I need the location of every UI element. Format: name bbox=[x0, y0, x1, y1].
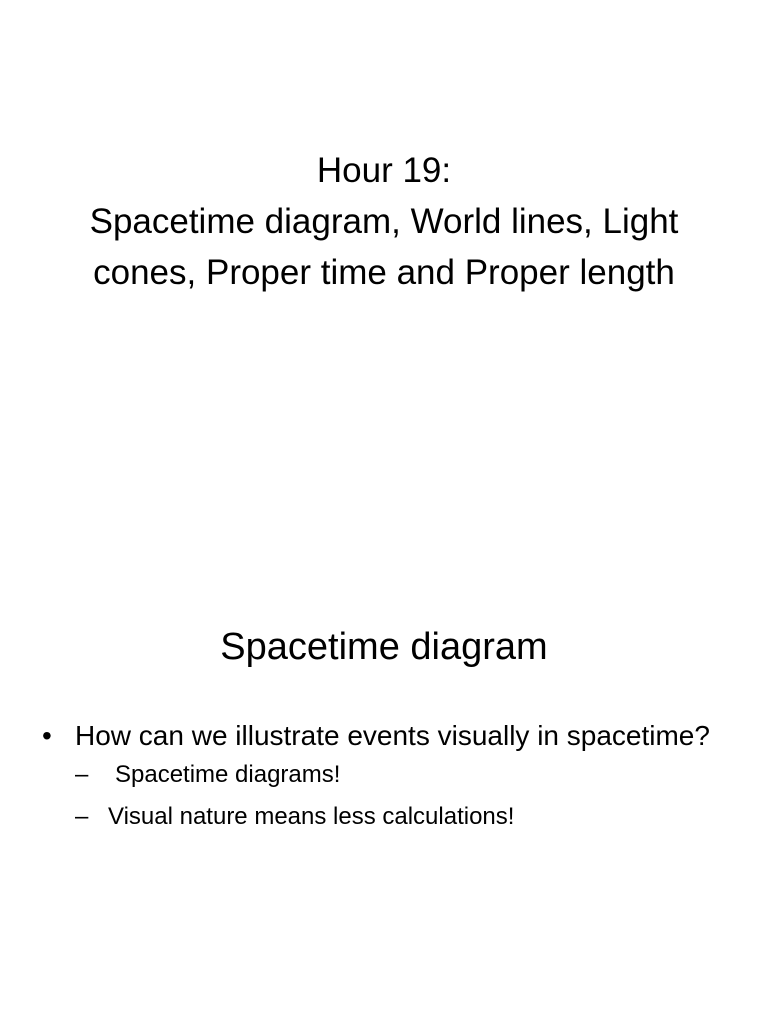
sub-bullet-text: Spacetime diagrams! bbox=[115, 761, 341, 788]
title-line: cones, Proper time and Proper length bbox=[93, 253, 675, 292]
sub-bullet-marker: – bbox=[75, 803, 89, 830]
bullet-item bbox=[42, 717, 742, 833]
title-line: Spacetime diagram, World lines, Light bbox=[89, 202, 679, 241]
bullet-marker: • bbox=[42, 720, 52, 751]
sub-bullet-list bbox=[75, 758, 742, 833]
title-line: Hour 19: bbox=[316, 151, 452, 190]
sub-bullet-item bbox=[75, 758, 742, 791]
slide-heading: Spacetime diagram bbox=[220, 626, 548, 668]
bullet-list bbox=[42, 717, 742, 842]
slide-title bbox=[24, 145, 744, 298]
bullet-text: How can we illustrate events visually in spacetime? bbox=[75, 720, 710, 751]
sub-bullet-marker: – bbox=[75, 761, 89, 788]
sub-bullet-text: Visual nature means less calculations! bbox=[108, 803, 515, 830]
sub-bullet-item bbox=[75, 800, 742, 833]
content-slide bbox=[0, 512, 768, 1024]
